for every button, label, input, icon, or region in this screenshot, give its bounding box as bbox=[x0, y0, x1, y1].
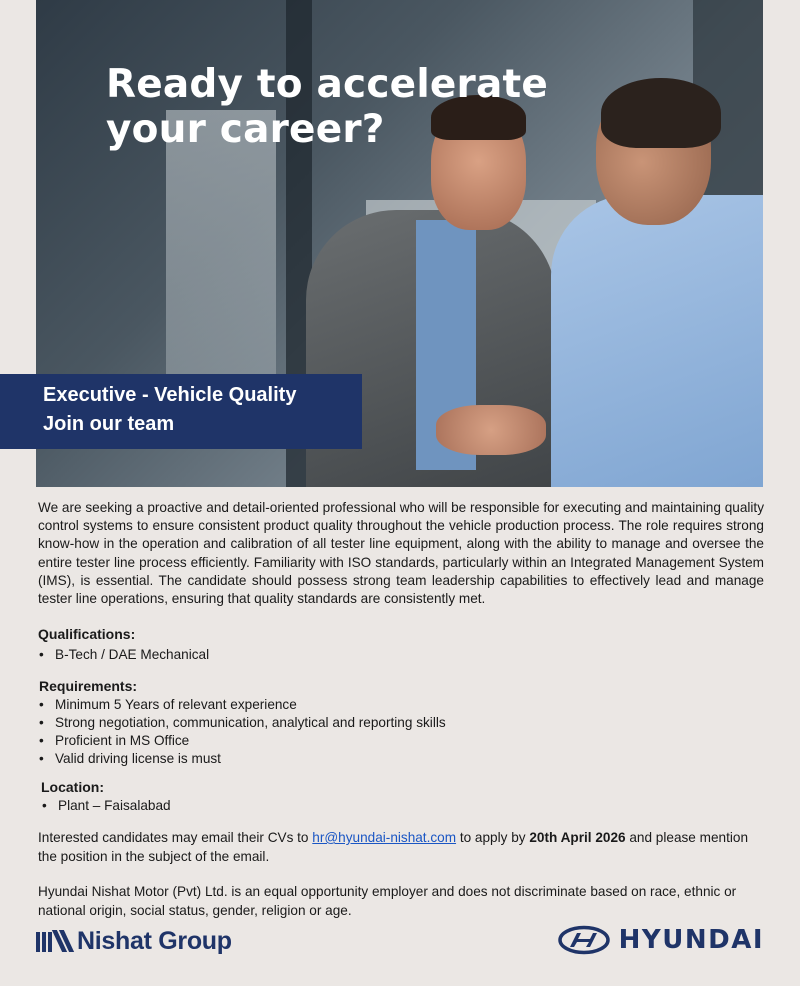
apply-prefix: Interested candidates may email their CVs to bbox=[38, 830, 313, 845]
apply-middle: to apply by bbox=[456, 830, 530, 845]
hero-title: Ready to accelerate your career? bbox=[106, 62, 548, 152]
equal-opportunity-statement: Hyundai Nishat Motor (Pvt) Ltd. is an equal opportunity employer and does not discriminate based on race, ethnic or national origin, social status, gender, religion or age. bbox=[38, 884, 737, 918]
qualifications-list bbox=[38, 646, 209, 664]
hyundai-logo-text: HYUNDAI bbox=[618, 925, 764, 955]
photo-handshake bbox=[436, 405, 546, 455]
list-item: • Strong negotiation, communication, analytical and reporting skills bbox=[38, 714, 446, 732]
list-item: • Proficient in MS Office bbox=[38, 732, 446, 750]
email-link[interactable]: hr@hyundai-nishat.com bbox=[312, 830, 457, 845]
nishat-logo-icon bbox=[36, 930, 69, 952]
photo-person-right-body bbox=[551, 195, 763, 487]
list-item: • B-Tech / DAE Mechanical bbox=[38, 646, 209, 664]
requirements-list bbox=[38, 696, 446, 768]
list-item: • Plant – Faisalabad bbox=[41, 797, 171, 815]
join-team-text: Join our team bbox=[43, 413, 175, 435]
hyundai-logo bbox=[557, 924, 764, 956]
location-list bbox=[41, 797, 171, 815]
list-item: • Valid driving license is must bbox=[38, 750, 446, 768]
location-heading: Location: bbox=[41, 779, 104, 795]
apply-deadline: 20th April 2026 bbox=[529, 830, 626, 845]
hyundai-emblem-icon bbox=[557, 925, 611, 955]
list-item: • Minimum 5 Years of relevant experience bbox=[38, 696, 446, 714]
requirements-heading: Requirements: bbox=[39, 678, 138, 694]
apply-instructions bbox=[38, 829, 764, 866]
apply-suffix: and please mention the position in the subject of the email. bbox=[38, 830, 749, 864]
job-description: We are seeking a proactive and detail-oriented professional who will be responsible for executing and maintaining quality control systems to ensure consistent product quality throughout the vehicle production process. The role requires strong know-how in the operation and calibration of all tester line equipment, along with the ability to manage and oversee the entire tester line process efficiently. Familiarity with ISO standards, particularly within an Integrated Management System (IMS), is essential. The candidate should possess strong team leadership capabilities to effectively lead and manage tester line operations, ensuring that quality standards are consistently met. bbox=[38, 500, 764, 607]
nishat-group-logo bbox=[36, 926, 232, 956]
job-title: Executive - Vehicle Quality bbox=[43, 384, 297, 406]
photo-background-window bbox=[166, 110, 276, 410]
qualifications-heading: Qualifications: bbox=[38, 626, 136, 642]
nishat-logo-text: Nishat Group bbox=[77, 926, 232, 955]
